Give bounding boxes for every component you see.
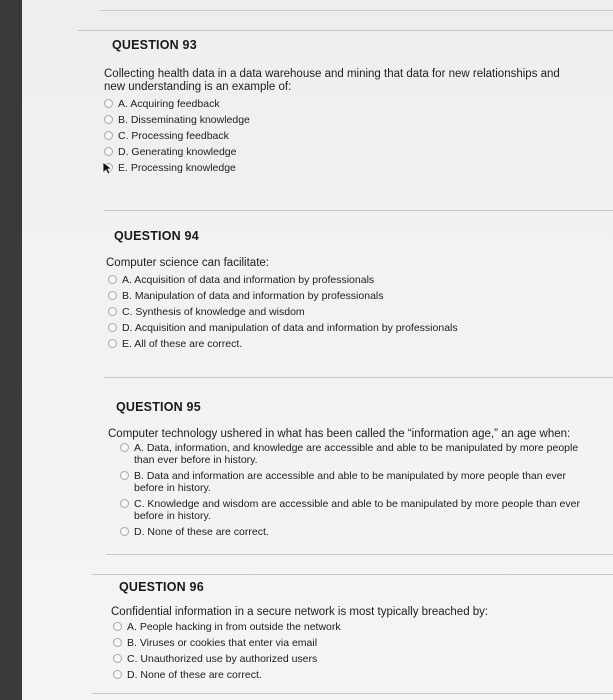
- question-96: [111, 580, 589, 681]
- answer-option-b[interactable]: B. Data and information are accessible and able to be manipulated by more people than ever before in history.: [120, 470, 598, 494]
- left-window-edge: [0, 0, 22, 700]
- question-title: QUESTION 94: [114, 229, 199, 243]
- answer-option-a[interactable]: A. Data, information, and knowledge are accessible and able to be manipulated by more people than ever before in history.: [120, 442, 598, 466]
- radio-button[interactable]: [113, 654, 122, 663]
- answer-option-c[interactable]: C. Unauthorized use by authorized users: [113, 653, 589, 665]
- radio-button[interactable]: [104, 99, 113, 108]
- question-94: [106, 229, 584, 350]
- answer-option-d[interactable]: D. Acquisition and manipulation of data and information by professionals: [108, 322, 584, 334]
- divider: [92, 693, 613, 694]
- radio-button[interactable]: [108, 323, 117, 332]
- question-text: Computer technology ushered in what has been called the “information age,” an age when:: [108, 428, 571, 440]
- answer-option-a[interactable]: A. Acquisition of data and information by professionals: [108, 274, 584, 286]
- answer-option-d[interactable]: D. None of these are correct.: [113, 669, 589, 681]
- radio-button[interactable]: [120, 443, 129, 452]
- answer-option-b[interactable]: B. Disseminating knowledge: [104, 114, 582, 126]
- radio-button[interactable]: [108, 307, 117, 316]
- radio-button[interactable]: [108, 275, 117, 284]
- answer-option-c[interactable]: C. Synthesis of knowledge and wisdom: [108, 306, 584, 318]
- answer-option-e[interactable]: E. All of these are correct.: [108, 338, 584, 350]
- radio-button[interactable]: [104, 131, 113, 140]
- question-title: QUESTION 96: [119, 580, 204, 594]
- question-text: Computer science can facilitate:: [106, 257, 269, 269]
- question-text: Confidential information in a secure network is most typically breached by:: [111, 606, 489, 618]
- radio-button[interactable]: [113, 670, 122, 679]
- answer-option-b[interactable]: B. Viruses or cookies that enter via email: [113, 637, 589, 649]
- answer-option-b[interactable]: B. Manipulation of data and information by professionals: [108, 290, 584, 302]
- question-title: QUESTION 95: [116, 400, 201, 414]
- divider: [106, 554, 613, 555]
- mouse-cursor-icon: [102, 161, 114, 175]
- divider: [78, 30, 613, 31]
- answer-option-d[interactable]: D. Generating knowledge: [104, 146, 582, 158]
- radio-button[interactable]: [113, 622, 122, 631]
- answer-option-a[interactable]: A. Acquiring feedback: [104, 98, 582, 110]
- radio-button[interactable]: [108, 339, 117, 348]
- answer-option-a[interactable]: A. People hacking in from outside the network: [113, 621, 589, 633]
- answer-option-c[interactable]: C. Processing feedback: [104, 130, 582, 142]
- answer-option-c[interactable]: C. Knowledge and wisdom are accessible and able to be manipulated by more people than ever before in history.: [120, 498, 598, 522]
- divider: [92, 574, 613, 575]
- radio-button[interactable]: [104, 147, 113, 156]
- question-95: [108, 400, 596, 538]
- radio-button[interactable]: [113, 638, 122, 647]
- divider: [104, 377, 613, 378]
- radio-button[interactable]: [104, 115, 113, 124]
- radio-button[interactable]: [120, 527, 129, 536]
- answer-option-e[interactable]: E. Processing knowledge: [104, 162, 582, 174]
- question-title: QUESTION 93: [112, 38, 197, 52]
- answer-option-d[interactable]: D. None of these are correct.: [120, 526, 598, 538]
- radio-button[interactable]: [120, 499, 129, 508]
- question-93: [104, 38, 582, 174]
- divider: [100, 10, 613, 11]
- radio-button[interactable]: [120, 471, 129, 480]
- question-text: Collecting health data in a data warehouse and mining that data for new relationships and new understanding is an example of:: [104, 68, 560, 93]
- radio-button[interactable]: [108, 291, 117, 300]
- divider: [104, 210, 613, 211]
